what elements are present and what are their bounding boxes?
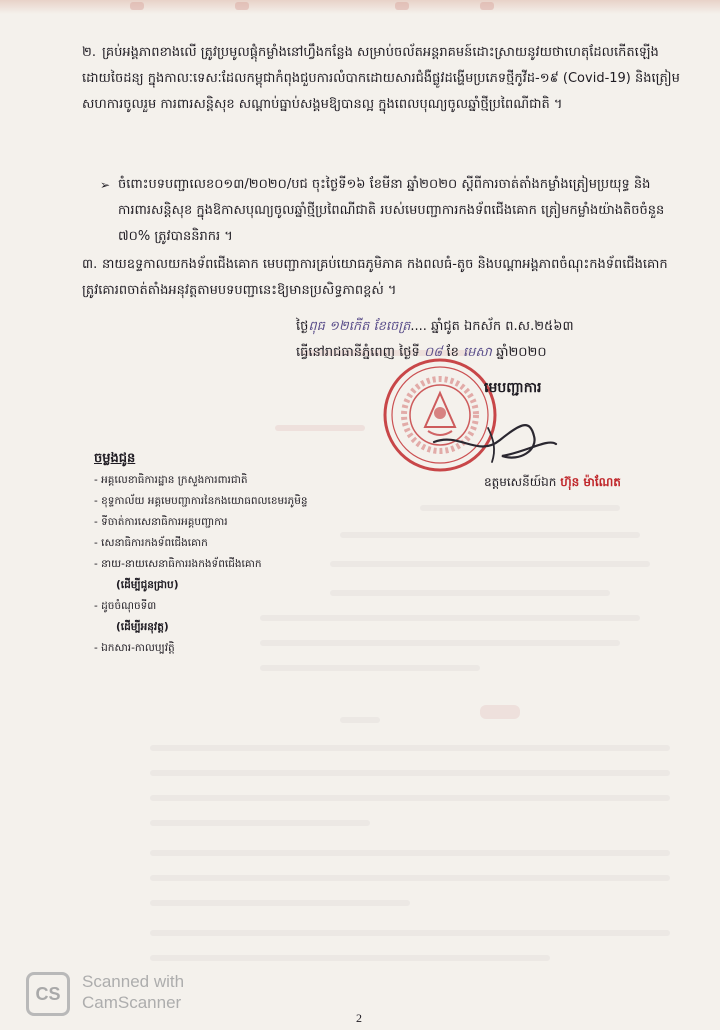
paragraph-text: នាយឧទ្ទកាលយកងទ័ពជើងគោក មេបញ្ជាការគ្រប់យោធភូមិភាគ កងពលធំ-តូច និងបណ្តាអង្គភាពចំណុះកងទ័ពជើងគោក ត្រូវគោរពចាត់តាំងអនុវត្តតាមបទបញ្ជានេះឱ្យមានប្រសិទ្ធភាពខ្ពស់ ។ (82, 257, 668, 298)
recipient-purpose: (ដើម្បីជូនជ្រាប) (116, 579, 179, 591)
recipient-item: - សេនាធិការកងទ័ពជើងគោក (94, 537, 208, 549)
bleed-mark (130, 2, 144, 10)
bleed-mark (235, 2, 249, 10)
solar-date-year: ឆ្នាំ២០២០ (496, 345, 547, 360)
recipient-item: - ខុទ្ទកាល័យ អគ្គមេបញ្ជាការនៃកងយោធពលខេមរភូមិន្ទ (94, 495, 308, 507)
recipient-purpose: (ដើម្បីអនុវត្ត) (116, 621, 169, 633)
solar-date-month: មេសា (463, 345, 492, 360)
arrow-bullet-icon: ➢ (100, 178, 111, 192)
paragraph-2 (82, 40, 682, 118)
recipient-item: - ឯកសារ-កាលប្បវត្តិ (94, 642, 175, 654)
signer-name: ហ៊ុន ម៉ាណែត (560, 475, 621, 489)
lunar-date-suffix: .... ឆ្នាំជូត ឯកស័ក ព.ស.២៥៦៣ (410, 319, 574, 334)
recipient-item: - ទីចាត់ការសេនាធិការអគ្គបញ្ជាការ (94, 516, 228, 528)
recipients-list (94, 470, 308, 659)
recipient-item: - អគ្គលេខាធិការដ្ឋាន ក្រសួងការពារជាតិ (94, 474, 248, 486)
lunar-date-prefix: ថ្ងៃ (296, 319, 309, 334)
watermark-line-1: Scanned with (82, 972, 185, 991)
page-number: 2 (356, 1011, 362, 1025)
solar-date-month-label: ខែ (446, 345, 459, 360)
recipients-heading: ចម្លងជូន (94, 451, 136, 466)
paragraph-text: គ្រប់អង្គភាពខាងលើ ត្រូវប្រមូលផ្តុំកម្លាំងនៅហ្វឹងកន្លែង សម្រាប់ចល័តអន្តរាគមន៍ដោះស្រាយនូវយថាហេតុដែលកើតឡើងដោយចៃដន្យ ក្នុងកាលៈទេសៈដែលកម្ពុជាកំពុងជួបការលំបាកដោយសារជំងឺផ្លូវដង្ហើមប្រភេទថ្មីកូវីដ-១៩ (Covid-19) និងត្រៀមសហការចូលរួម ការពារសន្តិសុខ សណ្តាប់ធ្នាប់សង្គមឱ្យបានល្អ ក្នុងពេលបុណ្យចូលឆ្នាំថ្មីប្រពៃណីជាតិ ។ (82, 45, 680, 112)
recipient-item: - នាយ-នាយសេនាធិការរងកងទ័ពជើងគោក (94, 558, 262, 570)
camscanner-logo: CS (26, 972, 70, 1016)
bullet-item (100, 172, 680, 250)
bleed-mark (395, 2, 409, 10)
recipient-item: - ដូចចំណុចទី៣ (94, 600, 157, 612)
paragraph-number: ៣. (82, 257, 98, 272)
watermark-line-2: CamScanner (82, 993, 182, 1012)
bullet-text: ចំពោះបទបញ្ជាលេខ០១៣/២០២០/បជ ចុះថ្ងៃទី១៦ ខែមីនា ឆ្នាំ២០២០ ស្តីពីការចាត់តាំងកម្លាំងត្រៀមប្រយុទ្ធ និងការពារសន្តិសុខ ក្នុងឱកាសបុណ្យចូលឆ្នាំថ្មីប្រពៃណីជាតិ របស់មេបញ្ជាការកងទ័ពជើងគោក ត្រៀមកម្លាំងយ៉ាងតិចចំនួន ៧០% ត្រូវបាននិរាករ ។ (118, 177, 665, 244)
paragraph-number: ២. (82, 45, 96, 60)
signer-name-line (484, 474, 621, 492)
solar-date-day: ០៨ (423, 345, 443, 360)
signer-rank: ឧត្តមសេនីយ៍ឯក (484, 475, 557, 489)
handwritten-signature (430, 410, 560, 470)
paragraph-3 (82, 252, 682, 304)
solar-date-prefix: ធ្វើនៅរាជធានីភ្នំពេញ ថ្ងៃទី (296, 345, 420, 360)
camscanner-watermark (82, 971, 184, 1013)
scan-bleed-top (0, 0, 720, 14)
lunar-date-handwritten: ពុធ ១២កើត ខែចេត្រ (308, 319, 411, 334)
signer-title: មេបញ្ជាការ (484, 380, 542, 396)
lunar-date-line (296, 318, 574, 337)
bleed-mark (480, 2, 494, 10)
